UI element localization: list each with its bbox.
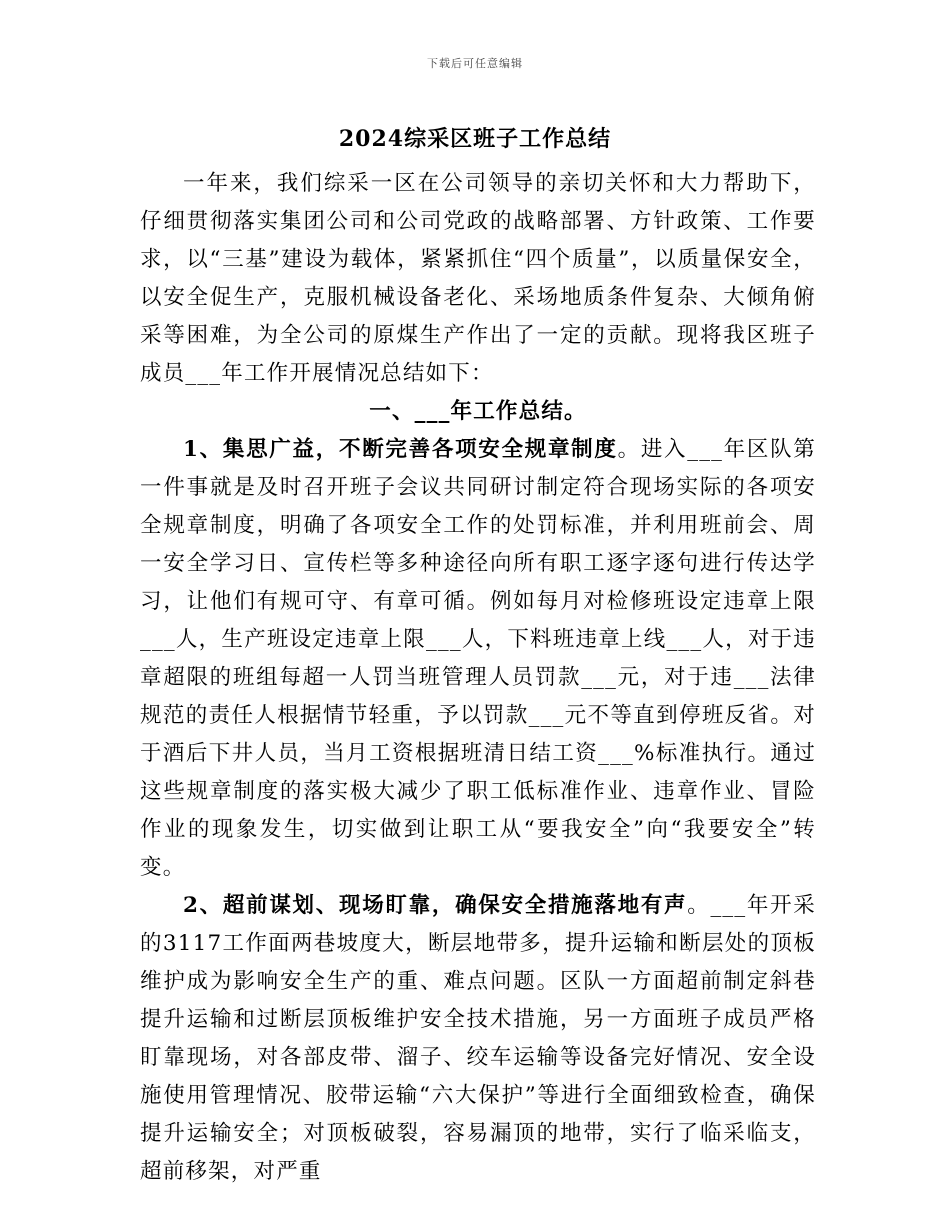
document-body <box>140 165 816 1191</box>
intro-paragraph: 一年来，我们综采一区在公司领导的亲切关怀和大力帮助下，仔细贯彻落实集团公司和公司党政的战略部署、方针政策、工作要求，以“三基”建设为载体，紧紧抓住“四个质量”，以质量保安全，以安全促生产，克服机械设备老化、采场地质条件复杂、大倾角俯采等困难，为全公司的原煤生产作出了一定的贡献。现将我区班子成员___年工作开展情况总结如下： <box>140 171 816 386</box>
item-1-lead: 1、集思广益，不断完善各项安全规章制度 <box>183 437 618 462</box>
item-2-lead: 2、超前谋划、现场盯靠，确保安全措施落地有声 <box>183 893 688 918</box>
document-title: 2024综采区班子工作总结 <box>338 126 612 152</box>
header-note: 下载后可任意编辑 <box>427 57 523 70</box>
item-1-paragraph <box>140 431 816 887</box>
section-heading: 一、___年工作总结。 <box>369 399 587 424</box>
item-2-paragraph <box>140 887 816 1191</box>
item-1-text: 。进入___年区队第一件事就是及时召开班子会议共同研讨制定符合现场实际的各项安全规章制度，明确了各项安全工作的处罚标准，并利用班前会、周一安全学习日、宣传栏等多种途径向所有职工逐字逐句进行传达学习，让他们有规可守、有章可循。例如每月对检修班设定违章上限___人，生产班设定违章上限___人，下料班违章上线___人，对于违章超限的班组每超一人罚当班管理人员罚款___元，对于违___法律规范的责任人根据情节轻重，予以罚款___元不等直到停班反省。对于酒后下井人员，当月工资根据班清日结工资___%标准执行。通过这些规章制度的落实极大减少了职工低标准作业、违章作业、冒险作业的现象发生，切实做到让职工从“要我安全”向“我要安全”转变。 <box>140 437 816 880</box>
item-2-text: 。___年开采的3117工作面两巷坡度大，断层地带多，提升运输和断层处的顶板维护成为影响安全生产的重、难点问题。区队一方面超前制定斜巷提升运输和过断层顶板维护安全技术措施，另一方面班子成员严格盯靠现场，对各部皮带、溜子、绞车运输等设备完好情况、安全设施使用管理情况、胶带运输“六大保护”等进行全面细致检查，确保提升运输安全；对顶板破裂，容易漏顶的地带，实行了临采临支，超前移架，对严重 <box>140 893 816 1184</box>
